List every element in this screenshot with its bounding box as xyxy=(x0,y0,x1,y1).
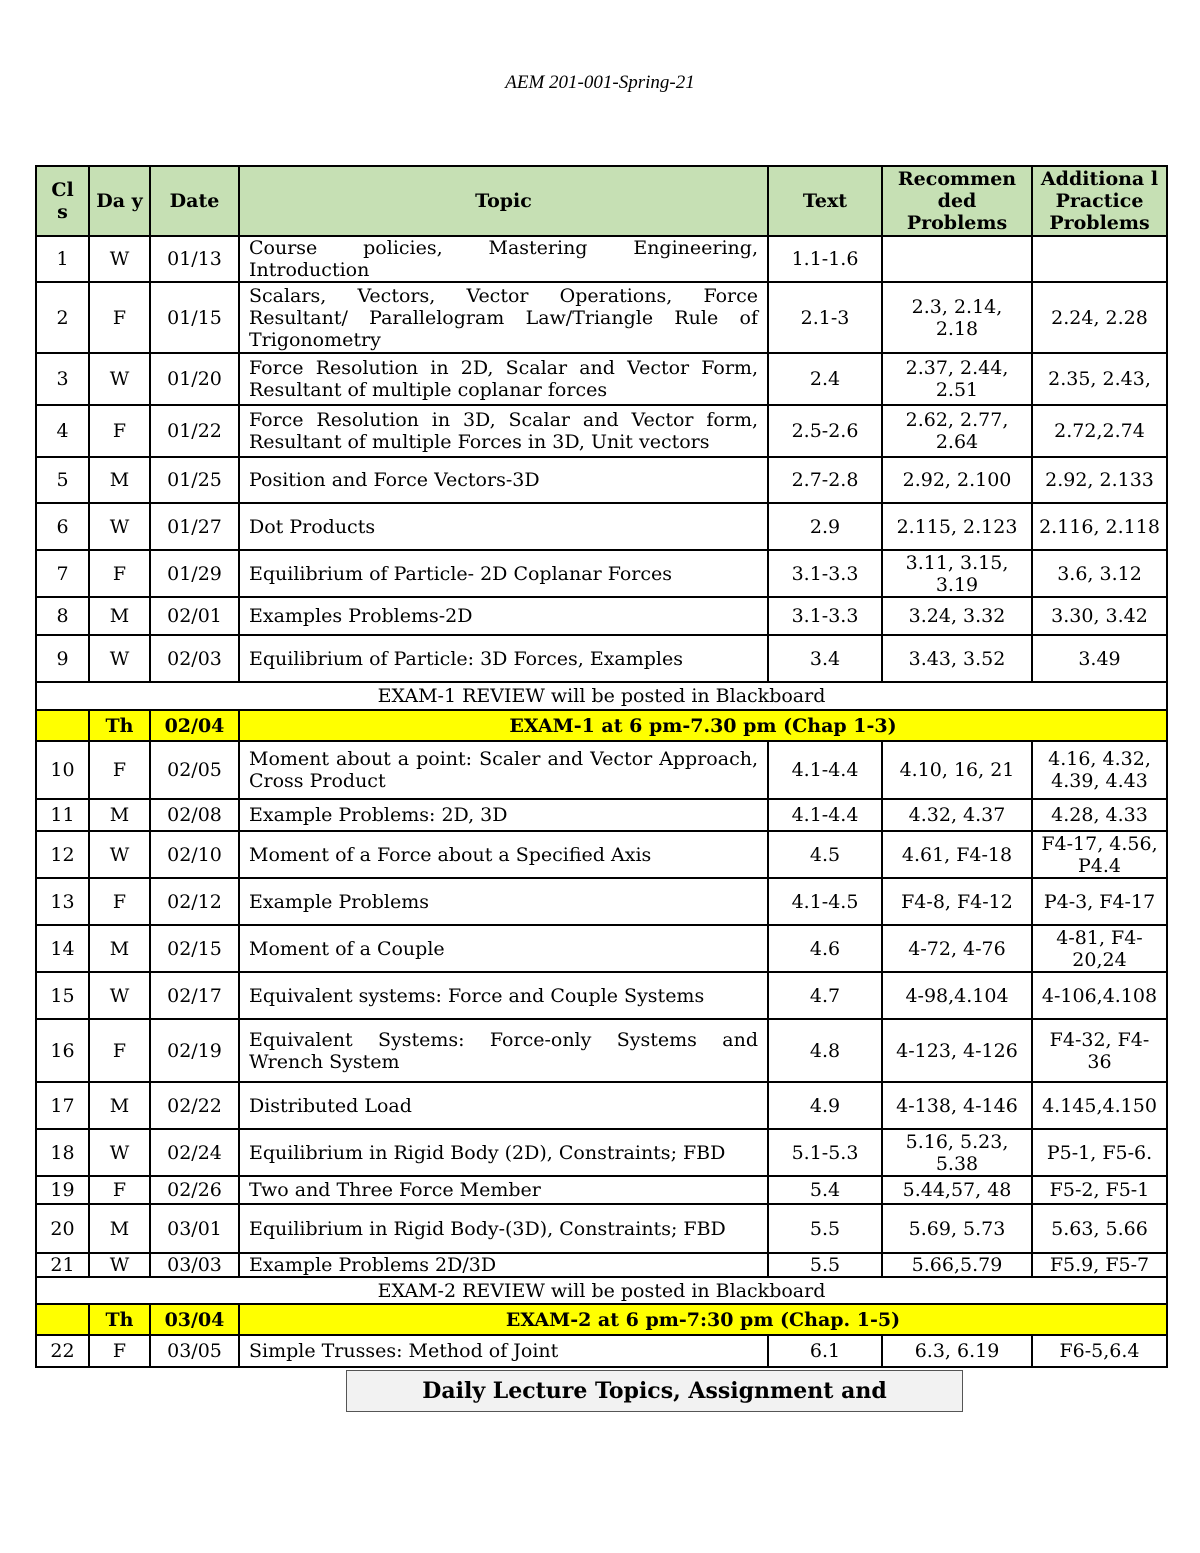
topic-cell: Moment of a Couple xyxy=(239,925,768,972)
text-section-cell: 5.5 xyxy=(768,1253,882,1277)
table-row xyxy=(36,597,1167,635)
topic-cell: Position and Force Vectors-3D xyxy=(239,457,768,503)
topic-cell: Dot Products xyxy=(239,503,768,550)
additional-problems-cell: F5-2, F5-1 xyxy=(1032,1176,1167,1204)
col-header-recommended: Recommen ded Problems xyxy=(882,166,1032,236)
topic-cell: Force Resolution in 3D, Scalar and Vector form, Resultant of multiple Forces in 3D, Unit vectors xyxy=(239,405,768,457)
topic-cell: Equilibrium of Particle- 2D Coplanar Forces xyxy=(239,550,768,597)
day-cell: F xyxy=(89,741,150,799)
class-number: 21 xyxy=(36,1253,89,1277)
topic-cell: Moment about a point: Scaler and Vector Approach, Cross Product xyxy=(239,741,768,799)
exam-blank-cell xyxy=(36,1304,89,1335)
text-section-cell: 4.8 xyxy=(768,1019,882,1082)
topic-cell: Course policies, Mastering Engineering, Introduction xyxy=(239,236,768,282)
recommended-problems-cell: 5.16, 5.23, 5.38 xyxy=(882,1129,1032,1176)
header-row xyxy=(36,166,1167,236)
day-cell: F xyxy=(89,1335,150,1367)
recommended-problems-cell: 4.10, 16, 21 xyxy=(882,741,1032,799)
date-cell: 03/05 xyxy=(150,1335,239,1367)
exam-day: Th xyxy=(89,1304,150,1335)
day-cell: M xyxy=(89,1082,150,1129)
day-cell: F xyxy=(89,1176,150,1204)
recommended-problems-cell: 2.92, 2.100 xyxy=(882,457,1032,503)
exam-day: Th xyxy=(89,710,150,741)
additional-problems-cell: 4.145,4.150 xyxy=(1032,1082,1167,1129)
additional-problems-cell: F5.9, F5-7 xyxy=(1032,1253,1167,1277)
recommended-problems-cell: 3.11, 3.15, 3.19 xyxy=(882,550,1032,597)
date-cell: 02/24 xyxy=(150,1129,239,1176)
class-number: 10 xyxy=(36,741,89,799)
date-cell: 01/13 xyxy=(150,236,239,282)
text-section-cell: 2.5-2.6 xyxy=(768,405,882,457)
topic-cell: Distributed Load xyxy=(239,1082,768,1129)
topic-cell: Simple Trusses: Method of Joint xyxy=(239,1335,768,1367)
additional-problems-cell: 3.49 xyxy=(1032,635,1167,682)
day-cell: M xyxy=(89,925,150,972)
additional-problems-cell: 2.116, 2.118 xyxy=(1032,503,1167,550)
review-note: EXAM-2 REVIEW will be posted in Blackboard xyxy=(36,1277,1167,1304)
table-row xyxy=(36,1204,1167,1253)
text-section-cell: 2.4 xyxy=(768,353,882,405)
additional-problems-cell: 4.28, 4.33 xyxy=(1032,799,1167,831)
class-number: 17 xyxy=(36,1082,89,1129)
recommended-problems-cell: 2.37, 2.44, 2.51 xyxy=(882,353,1032,405)
recommended-problems-cell: F4-8, F4-12 xyxy=(882,878,1032,925)
additional-problems-cell: P5-1, F5-6. xyxy=(1032,1129,1167,1176)
recommended-problems-cell: 4.61, F4-18 xyxy=(882,831,1032,878)
table-row xyxy=(36,503,1167,550)
text-section-cell: 2.9 xyxy=(768,503,882,550)
page-header: AEM 201-001-Spring-21 xyxy=(505,72,695,93)
date-cell: 02/08 xyxy=(150,799,239,831)
day-cell: W xyxy=(89,353,150,405)
recommended-problems-cell: 5.66,5.79 xyxy=(882,1253,1032,1277)
table-row xyxy=(36,799,1167,831)
date-cell: 03/01 xyxy=(150,1204,239,1253)
day-cell: W xyxy=(89,635,150,682)
recommended-problems-cell xyxy=(882,236,1032,282)
topic-cell: Equivalent Systems: Force-only Systems and Wrench System xyxy=(239,1019,768,1082)
recommended-problems-cell: 4-72, 4-76 xyxy=(882,925,1032,972)
day-cell: M xyxy=(89,799,150,831)
review-note-row xyxy=(36,682,1167,710)
class-number: 2 xyxy=(36,282,89,353)
day-cell: F xyxy=(89,282,150,353)
class-number: 6 xyxy=(36,503,89,550)
day-cell: W xyxy=(89,503,150,550)
date-cell: 01/20 xyxy=(150,353,239,405)
additional-problems-cell xyxy=(1032,236,1167,282)
recommended-problems-cell: 5.69, 5.73 xyxy=(882,1204,1032,1253)
day-cell: W xyxy=(89,972,150,1019)
class-number: 14 xyxy=(36,925,89,972)
text-section-cell: 4.1-4.5 xyxy=(768,878,882,925)
additional-problems-cell: 5.63, 5.66 xyxy=(1032,1204,1167,1253)
col-header-class: Cl s xyxy=(36,166,89,236)
exam-row xyxy=(36,710,1167,741)
date-cell: 02/01 xyxy=(150,597,239,635)
additional-problems-cell: 3.6, 3.12 xyxy=(1032,550,1167,597)
topic-cell: Scalars, Vectors, Vector Operations, Force Resultant/ Parallelogram Law/Triangle Rule of Trigonometry xyxy=(239,282,768,353)
text-section-cell: 4.7 xyxy=(768,972,882,1019)
review-note-row xyxy=(36,1277,1167,1304)
col-header-text: Text xyxy=(768,166,882,236)
date-cell: 01/22 xyxy=(150,405,239,457)
day-cell: F xyxy=(89,405,150,457)
text-section-cell: 5.4 xyxy=(768,1176,882,1204)
additional-problems-cell: 2.35, 2.43, xyxy=(1032,353,1167,405)
recommended-problems-cell: 3.24, 3.32 xyxy=(882,597,1032,635)
topic-cell: Equilibrium of Particle: 3D Forces, Examples xyxy=(239,635,768,682)
date-cell: 01/29 xyxy=(150,550,239,597)
text-section-cell: 3.4 xyxy=(768,635,882,682)
date-cell: 02/10 xyxy=(150,831,239,878)
col-header-topic: Topic xyxy=(239,166,768,236)
topic-cell: Example Problems 2D/3D xyxy=(239,1253,768,1277)
exam-title: EXAM-2 at 6 pm-7:30 pm (Chap. 1-5) xyxy=(239,1304,1167,1335)
text-section-cell: 4.6 xyxy=(768,925,882,972)
date-cell: 02/17 xyxy=(150,972,239,1019)
class-number: 1 xyxy=(36,236,89,282)
table-row xyxy=(36,741,1167,799)
additional-problems-cell: 3.30, 3.42 xyxy=(1032,597,1167,635)
recommended-problems-cell: 6.3, 6.19 xyxy=(882,1335,1032,1367)
table-row xyxy=(36,1335,1167,1367)
class-number: 18 xyxy=(36,1129,89,1176)
exam-row xyxy=(36,1304,1167,1335)
additional-problems-cell: F4-17, 4.56, P4.4 xyxy=(1032,831,1167,878)
day-cell: W xyxy=(89,236,150,282)
topic-cell: Force Resolution in 2D, Scalar and Vector Form, Resultant of multiple coplanar forces xyxy=(239,353,768,405)
exam-blank-cell xyxy=(36,710,89,741)
class-number: 19 xyxy=(36,1176,89,1204)
table-row xyxy=(36,831,1167,878)
topic-cell: Example Problems xyxy=(239,878,768,925)
additional-problems-cell: 4-81, F4-20,24 xyxy=(1032,925,1167,972)
recommended-problems-cell: 4-98,4.104 xyxy=(882,972,1032,1019)
additional-problems-cell: F6-5,6.4 xyxy=(1032,1335,1167,1367)
day-cell: F xyxy=(89,1019,150,1082)
additional-problems-cell: F4-32, F4-36 xyxy=(1032,1019,1167,1082)
recommended-problems-cell: 2.3, 2.14, 2.18 xyxy=(882,282,1032,353)
text-section-cell: 1.1-1.6 xyxy=(768,236,882,282)
class-number: 3 xyxy=(36,353,89,405)
footer-caption: Daily Lecture Topics, Assignment and xyxy=(346,1370,963,1412)
col-header-date: Date xyxy=(150,166,239,236)
topic-cell: Example Problems: 2D, 3D xyxy=(239,799,768,831)
table-row xyxy=(36,972,1167,1019)
class-number: 20 xyxy=(36,1204,89,1253)
additional-problems-cell: 4.16, 4.32, 4.39, 4.43 xyxy=(1032,741,1167,799)
day-cell: M xyxy=(89,597,150,635)
day-cell: M xyxy=(89,457,150,503)
table-row xyxy=(36,353,1167,405)
topic-cell: Examples Problems-2D xyxy=(239,597,768,635)
day-cell: W xyxy=(89,1253,150,1277)
class-number: 7 xyxy=(36,550,89,597)
table-row xyxy=(36,1176,1167,1204)
text-section-cell: 4.9 xyxy=(768,1082,882,1129)
table-row xyxy=(36,236,1167,282)
topic-cell: Equilibrium in Rigid Body (2D), Constraints; FBD xyxy=(239,1129,768,1176)
recommended-problems-cell: 2.62, 2.77, 2.64 xyxy=(882,405,1032,457)
text-section-cell: 5.1-5.3 xyxy=(768,1129,882,1176)
day-cell: F xyxy=(89,550,150,597)
exam-date: 03/04 xyxy=(150,1304,239,1335)
additional-problems-cell: 2.92, 2.133 xyxy=(1032,457,1167,503)
date-cell: 01/27 xyxy=(150,503,239,550)
table-row xyxy=(36,550,1167,597)
table-row xyxy=(36,1253,1167,1277)
topic-cell: Moment of a Force about a Specified Axis xyxy=(239,831,768,878)
day-cell: F xyxy=(89,878,150,925)
table-row xyxy=(36,635,1167,682)
table-row xyxy=(36,405,1167,457)
date-cell: 02/12 xyxy=(150,878,239,925)
text-section-cell: 3.1-3.3 xyxy=(768,597,882,635)
schedule-table xyxy=(35,165,1168,1368)
text-section-cell: 3.1-3.3 xyxy=(768,550,882,597)
table-row xyxy=(36,282,1167,353)
class-number: 22 xyxy=(36,1335,89,1367)
table-row xyxy=(36,878,1167,925)
date-cell: 02/15 xyxy=(150,925,239,972)
class-number: 9 xyxy=(36,635,89,682)
table-row xyxy=(36,1019,1167,1082)
day-cell: W xyxy=(89,1129,150,1176)
day-cell: W xyxy=(89,831,150,878)
recommended-problems-cell: 3.43, 3.52 xyxy=(882,635,1032,682)
recommended-problems-cell: 5.44,57, 48 xyxy=(882,1176,1032,1204)
class-number: 11 xyxy=(36,799,89,831)
topic-cell: Equilibrium in Rigid Body-(3D), Constraints; FBD xyxy=(239,1204,768,1253)
text-section-cell: 6.1 xyxy=(768,1335,882,1367)
additional-problems-cell: 2.72,2.74 xyxy=(1032,405,1167,457)
schedule-body xyxy=(36,236,1167,1367)
class-number: 15 xyxy=(36,972,89,1019)
text-section-cell: 4.5 xyxy=(768,831,882,878)
date-cell: 02/22 xyxy=(150,1082,239,1129)
text-section-cell: 2.1-3 xyxy=(768,282,882,353)
recommended-problems-cell: 4-123, 4-126 xyxy=(882,1019,1032,1082)
topic-cell: Equivalent systems: Force and Couple Systems xyxy=(239,972,768,1019)
additional-problems-cell: P4-3, F4-17 xyxy=(1032,878,1167,925)
date-cell: 01/25 xyxy=(150,457,239,503)
topic-cell: Two and Three Force Member xyxy=(239,1176,768,1204)
table-row xyxy=(36,457,1167,503)
class-number: 16 xyxy=(36,1019,89,1082)
table-row xyxy=(36,1129,1167,1176)
day-cell: M xyxy=(89,1204,150,1253)
text-section-cell: 5.5 xyxy=(768,1204,882,1253)
date-cell: 02/19 xyxy=(150,1019,239,1082)
additional-problems-cell: 2.24, 2.28 xyxy=(1032,282,1167,353)
review-note: EXAM-1 REVIEW will be posted in Blackboard xyxy=(36,682,1167,710)
recommended-problems-cell: 4-138, 4-146 xyxy=(882,1082,1032,1129)
class-number: 13 xyxy=(36,878,89,925)
text-section-cell: 4.1-4.4 xyxy=(768,799,882,831)
text-section-cell: 2.7-2.8 xyxy=(768,457,882,503)
table-row xyxy=(36,925,1167,972)
date-cell: 02/26 xyxy=(150,1176,239,1204)
date-cell: 02/03 xyxy=(150,635,239,682)
class-number: 4 xyxy=(36,405,89,457)
class-number: 8 xyxy=(36,597,89,635)
exam-date: 02/04 xyxy=(150,710,239,741)
col-header-day: Da y xyxy=(89,166,150,236)
exam-title: EXAM-1 at 6 pm-7.30 pm (Chap 1-3) xyxy=(239,710,1167,741)
class-number: 12 xyxy=(36,831,89,878)
date-cell: 03/03 xyxy=(150,1253,239,1277)
recommended-problems-cell: 4.32, 4.37 xyxy=(882,799,1032,831)
date-cell: 02/05 xyxy=(150,741,239,799)
additional-problems-cell: 4-106,4.108 xyxy=(1032,972,1167,1019)
class-number: 5 xyxy=(36,457,89,503)
recommended-problems-cell: 2.115, 2.123 xyxy=(882,503,1032,550)
col-header-additional: Additiona l Practice Problems xyxy=(1032,166,1167,236)
table-row xyxy=(36,1082,1167,1129)
text-section-cell: 4.1-4.4 xyxy=(768,741,882,799)
date-cell: 01/15 xyxy=(150,282,239,353)
